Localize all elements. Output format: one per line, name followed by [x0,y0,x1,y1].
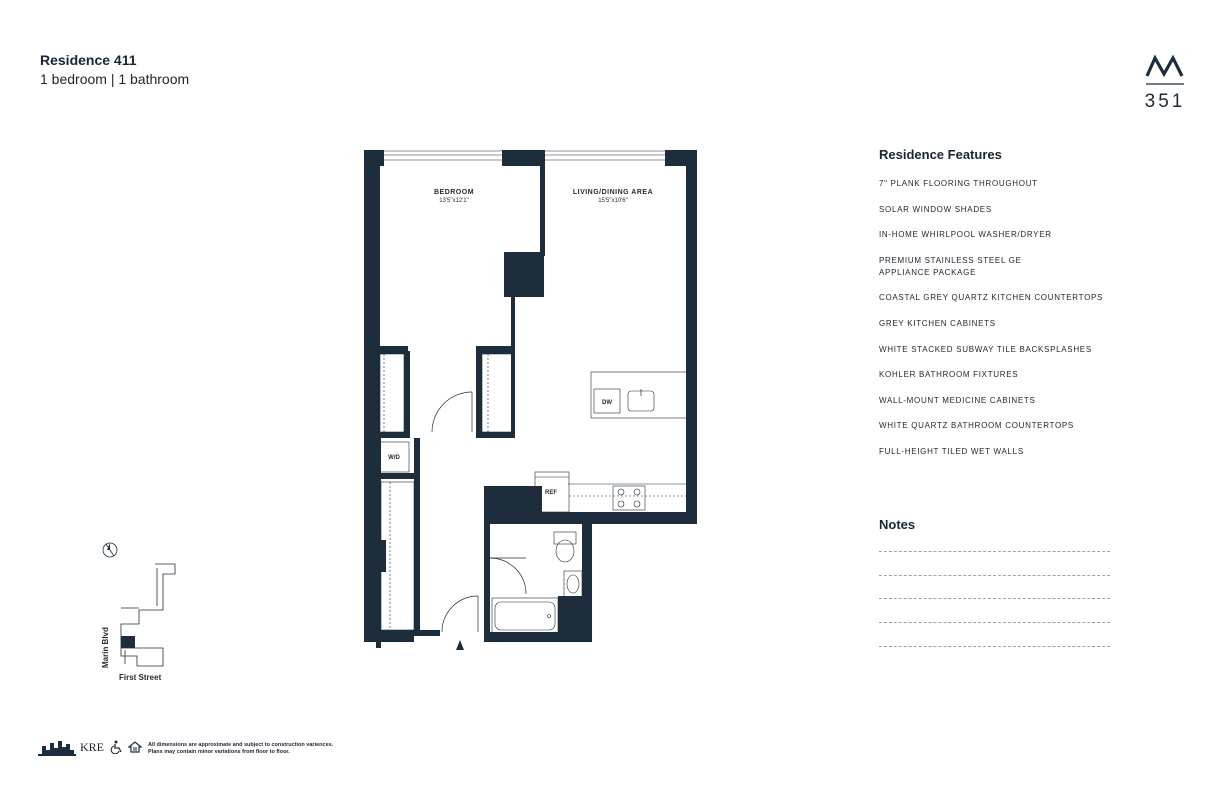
bedroom-dimensions: 13'5"x12'1" [439,198,469,204]
residence-title: Residence 411 [40,52,137,68]
feature-item: COASTAL GREY QUARTZ KITCHEN COUNTERTOPS [879,293,1104,303]
feature-item: WALL-MOUNT MEDICINE CABINETS [879,395,1036,405]
washer-dryer-label: W/D [388,455,400,461]
street-marin-blvd: Marin Blvd [101,627,110,668]
developer-skyline-logo-icon [38,738,76,758]
entry-arrow-icon [456,640,464,650]
note-line[interactable] [879,646,1110,647]
note-line[interactable] [879,551,1110,552]
building-outline [121,564,175,666]
bedroom-closets [380,354,512,432]
feature-item: PREMIUM STAINLESS STEEL GE APPLIANCE PACKAGE [879,255,1022,277]
note-line[interactable] [879,622,1110,623]
bedroom-label: BEDROOM [433,189,475,196]
feature-item: IN-HOME WHIRLPOOL WASHER/DRYER [879,230,1052,240]
features-title: Residence Features [879,147,1002,162]
note-line[interactable] [879,598,1110,599]
living-dining-dimensions: 15'5"x10'6" [598,198,628,204]
notes-title: Notes [879,517,916,532]
key-map [95,538,195,688]
living-dining-label: LIVING/DINING AREA [572,189,654,196]
refrigerator-label: REF [545,490,557,496]
note-line[interactable] [879,575,1110,576]
feature-item: WHITE STACKED SUBWAY TILE BACKSPLASHES [879,344,1092,354]
accessibility-icon [110,740,124,754]
feature-item: GREY KITCHEN CABINETS [879,318,996,328]
feature-item: KOHLER BATHROOM FIXTURES [879,370,1019,380]
feature-item: FULL-HEIGHT TILED WET WALLS [879,446,1024,456]
compass-icon [103,543,117,557]
logo-text: 351 [1144,91,1186,112]
kre-logo: KRE [80,740,104,754]
equal-housing-icon [128,740,142,754]
dishwasher-label: DW [602,400,612,406]
disclaimer: All dimensions are approximate and subject to construction variences. Plans may contain minor variations from floor to floor. [148,742,334,755]
feature-item: 7" PLANK FLOORING THROUGHOUT [879,179,1038,188]
feature-item: WHITE QUARTZ BATHROOM COUNTERTOPS [879,421,1074,431]
kitchen-island [591,372,687,418]
feature-item: SOLAR WINDOW SHADES [879,204,992,214]
floor-plan [360,146,705,656]
residence-subtitle: 1 bedroom | 1 bathroom [40,71,190,87]
kitchen-counter [535,472,686,512]
features-list [879,178,1119,472]
street-first-street: First Street [119,673,162,682]
unit-location-marker [121,636,135,648]
